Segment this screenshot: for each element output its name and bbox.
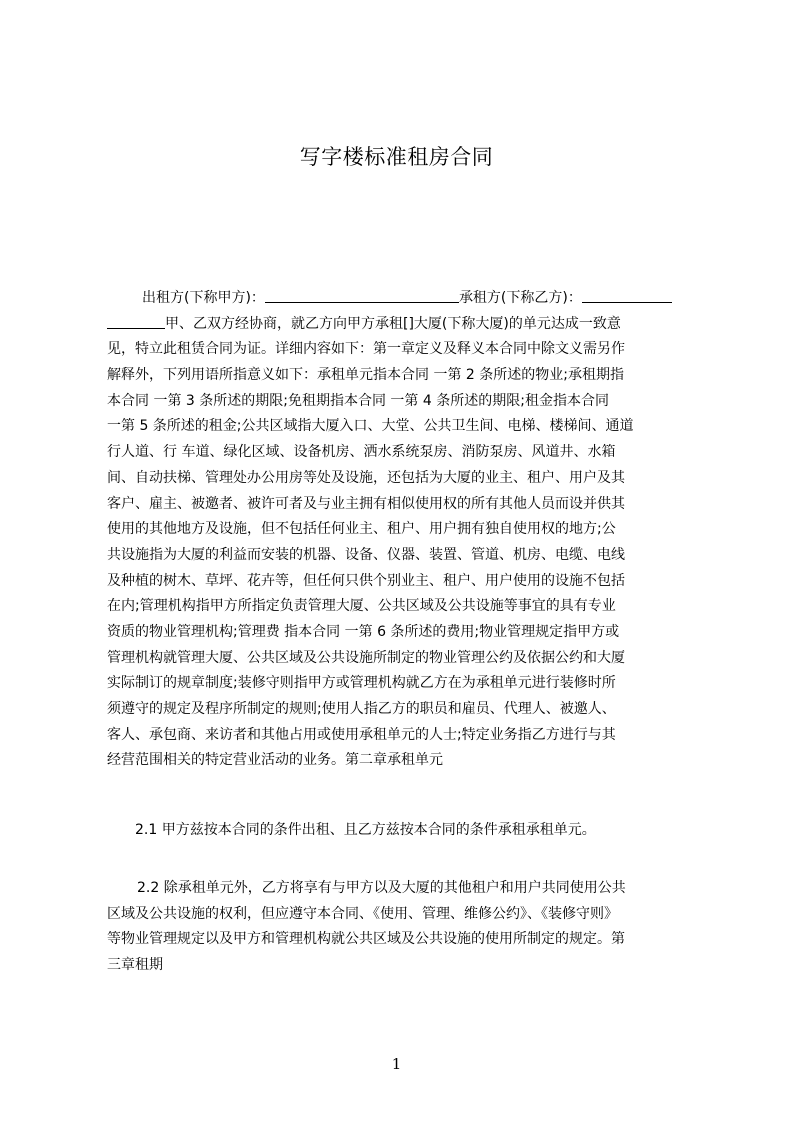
paragraph-line: 间、自动扶梯、管理处办公用房等处及设施，还包括为大厦的业主、租户、用户及其 [107, 469, 625, 486]
paragraph-line: 客人、承包商、来访者和其他占用或使用承租单元的人士;特定业务指乙方进行与其 [107, 726, 616, 743]
paragraph-line: 等物业管理规定以及甲方和管理机构就公共区域及公共设施的使用所制定的规定。第 [107, 931, 625, 948]
paragraph-line: 在内;管理机构指甲方所指定负责管理大厦、公共区域及公共设施等事宜的具有专业 [107, 598, 616, 615]
lessee-blank [582, 288, 672, 303]
lessee-label: 承租方(下称乙方)： [458, 290, 582, 306]
paragraph-line: 实际制订的规章制度;装修守则指甲方或管理机构就乙方在为承租单元进行装修时所 [107, 675, 616, 692]
document-title: 写字楼标准租房合同 [299, 145, 494, 169]
paragraph-line: 须遵守的规定及程序所制定的规则;使用人指乙方的职员和雇员、代理人、被邀人、 [107, 701, 616, 717]
clause-2-1 [107, 818, 698, 844]
lessor-blank [265, 288, 459, 303]
paragraph-line: 共设施指为大厦的利益而安装的机器、设备、仪器、装置、管道、机房、电缆、电线 [107, 546, 625, 563]
lessee-blank-continued [107, 314, 165, 329]
definitions-paragraph [107, 286, 698, 774]
paragraph-line: 解释外，下列用语所指意义如下：承租单元指本合同 一第 2 条所述的物业;承租期指 [107, 367, 624, 384]
paragraph-line [107, 312, 698, 338]
clause-2-2 [107, 876, 698, 979]
party-line [107, 286, 698, 312]
paragraph-line: 管理机构就管理大厦、公共区域及公共设施所制定的物业管理公约及依据公约和大厦 [107, 649, 625, 666]
paragraph-line: 三章租期 [107, 957, 163, 974]
paragraph-line: 使用的其他地方及设施，但不包括任何业主、租户、用户拥有独自使用权的地方;公 [107, 521, 616, 538]
page-number: 1 [391, 1055, 402, 1073]
paragraph-line: 客户、雇主、被邀者、被许可者及与业主拥有相似使用权的所有其他人员而设并供其 [107, 495, 625, 512]
paragraph-line: 经营范围相关的特定营业活动的业务。第二章承租单元 [107, 752, 443, 769]
paragraph-line: 见，特立此租赁合同为证。详细内容如下：第一章定义及释义本合同中除文义需另作 [107, 341, 625, 358]
paragraph-line: 一第 5 条所述的租金;公共区域指大厦入口、大堂、公共卫生间、电梯、楼梯间、通道 [107, 418, 634, 435]
paragraph-line: 2.1 甲方兹按本合同的条件出租、且乙方兹按本合同的条件承租承租单元。 [135, 822, 596, 838]
paragraph-line: 2.2 除承租单元外，乙方将享有与甲方以及大厦的其他租户和用户共同使用公共 [137, 880, 626, 896]
paragraph-line: 资质的物业管理机构;管理费 指本合同 一第 6 条所述的费用;物业管理规定指甲方或 [107, 623, 620, 640]
paragraph-line: 区域及公共设施的权利，但应遵守本合同、《使用、管理、维修公约》、《装修守则》 [107, 905, 618, 922]
paragraph-line: 及种植的树木、草坪、花卉等，但任何只供个别业主、租户、用户使用的设施不包括 [107, 572, 625, 589]
paragraph-line: 本合同 一第 3 条所述的期限;免租期指本合同 一第 4 条所述的期限;租金指本合同 [107, 392, 609, 409]
line-text: 甲、乙双方经协商，就乙方向甲方承租[]大厦(下称大厦)的单元达成一致意 [165, 315, 621, 332]
lessor-label: 出租方(下称甲方)： [142, 290, 265, 306]
paragraph-line: 行人道、行 车道、绿化区域、设备机房、洒水系统泵房、消防泵房、风道井、水箱 [107, 444, 616, 461]
